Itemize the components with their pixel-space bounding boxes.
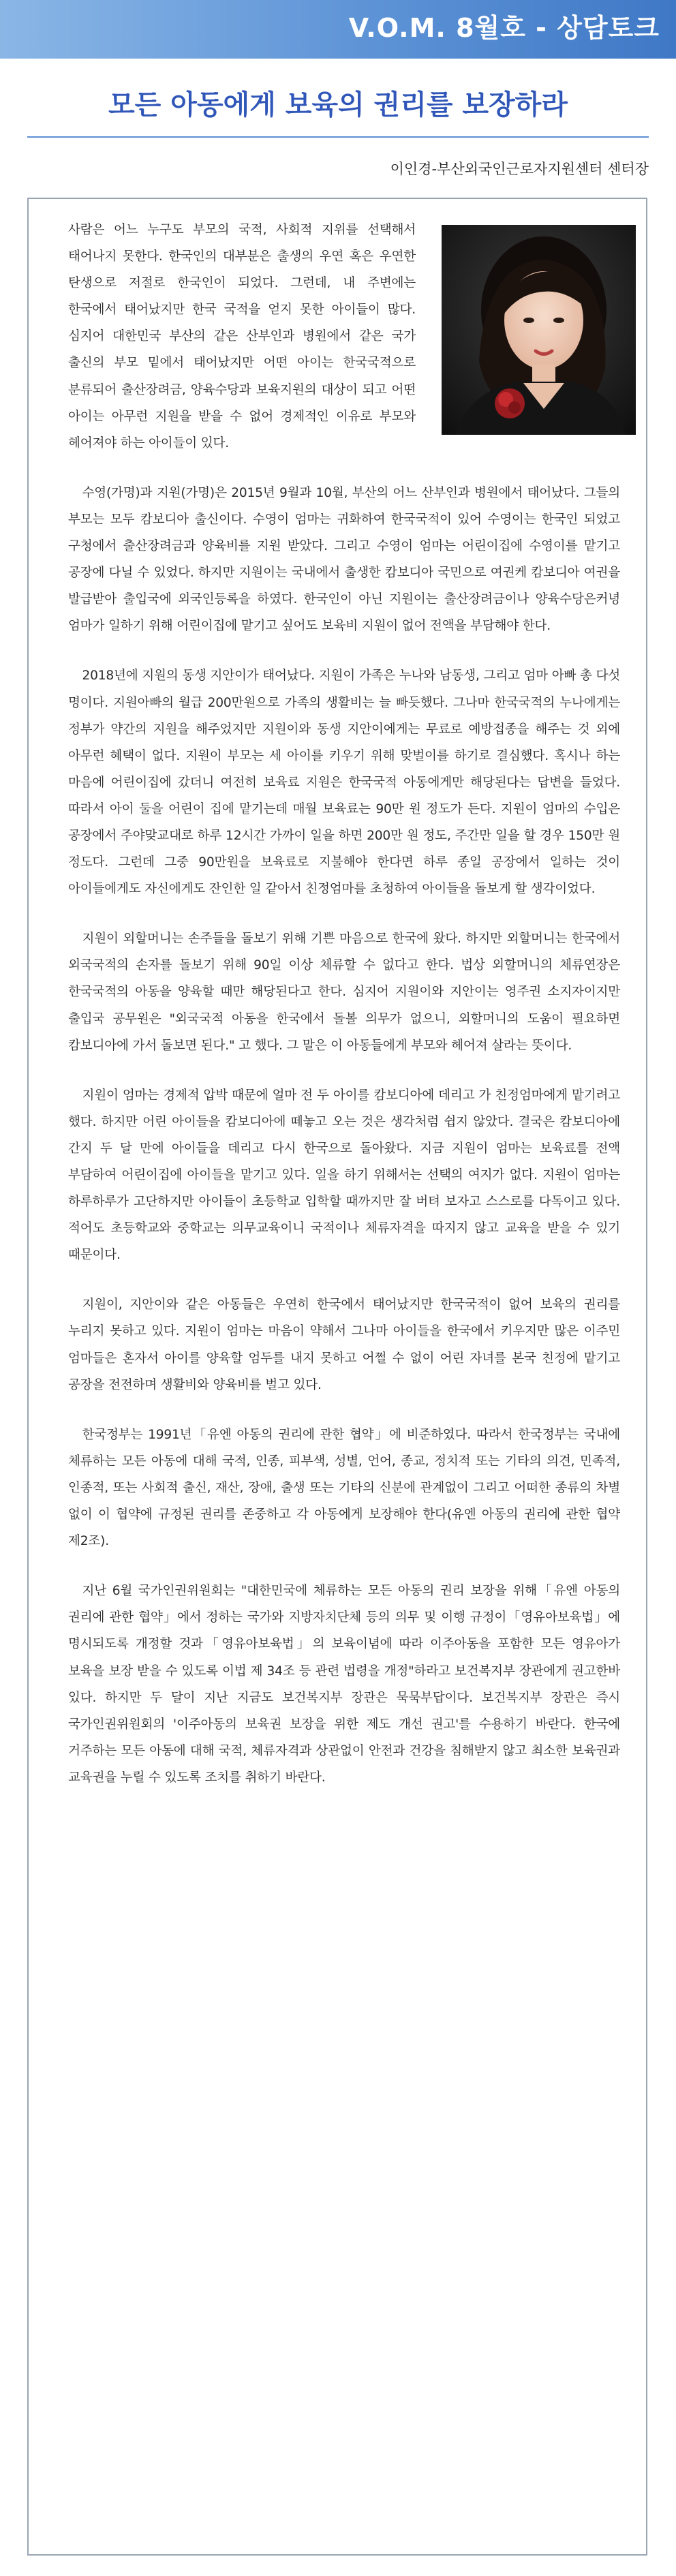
title-divider	[27, 136, 649, 138]
issue-tag: V.O.M. 8월호 - 상담토크	[348, 13, 660, 43]
photo-wrap-space	[416, 217, 620, 432]
article-title: 모든 아동에게 보육의 권리를 보장하라	[108, 89, 568, 121]
article-paragraph: 지원이, 지안이와 같은 아동들은 우연히 한국에서 태어났지만 한국국적이 없어 보육의 권리를 누리지 못하고 있다. 지원이 엄마는 마음이 약해서 그나마 아이들을 한국에서 키우지만 많은 이주민 엄마들은 혼자서 아이를 양육할 엄두를 내지 못하고 어쩔 수 없이 어린 자녀를 본국 친정에 맡기고 공장을 전전하며 생활비와 양육비를 벌고 있다.	[68, 1298, 620, 1392]
paragraph-text: 사람은 어느 누구도 부모의 국적, 사회적 지위를 선택해서 태어나지 못한다. 한국인의 대부분은 출생의 우연 혹은 우연한 탄생으로 저절로 한국인이 되었다. 그런데, 내 주변에는 한국에서 태어났지만 한국 국적을 얻지 못한 아이들이 많다. 심지어 대한민국 부산의 같은 산부인과 병원에서 같은 국가 출신의 부모 밑에서 태어났지만 어떤 아이는 한국국적으로 분류되어 출산장려금, 양육수당과 보육지원의 대상이 되고 어떤 아이는 아무런 지원을 받을 수 없어 경제적인 이유로 부모와 헤어져야 하는 아이들이 있다.	[68, 223, 416, 450]
article-paragraph	[68, 217, 620, 457]
article-paragraph: 수영(가명)과 지원(가명)은 2015년 9월과 10월, 부산의 어느 산부인과 병원에서 태어났다. 그들의 부모는 모두 캄보디아 출신이다. 수영이 엄마는 귀화하여 한국국적이 있어 수영이는 한국인 되었고 구청에서 출산장려금과 양육비를 지원 받았다. 그리고 수영이 엄마는 어린이집에 수영이를 맡기고 공장에 다닐 수 있었다. 하지만 지원이는 국내에서 출생한 캄보디아 국민으로 여권케 캄보디아 여권을 발급받아 출입국에 외국인등록을 하였다. 한국인이 아닌 지원이는 출산장려금이나 양육수당은커녕 엄마가 일하기 위해 어린이집에 맡기고 싶어도 보육비 지원이 없어 전액을 부담해야 한다.	[68, 485, 620, 634]
article-paragraph: 2018년에 지원의 동생 지안이가 태어났다. 지원이 가족은 누나와 남동생, 그리고 엄마 아빠 총 다섯 명이다. 지원아빠의 월급 200만원으로 가족의 생활비는 늘 빠듯했다. 그나마 한국국적의 누나에게는 정부가 약간의 지원을 해주었지만 지원이와 동생 지안이에게는 무료로 예방접종을 해주는 것 외에 아무런 혜택이 없다. 지원이 부모는 세 아이를 키우기 위해 맞벌이를 하기로 결심했다. 혹시나 하는 마음에 어린이집에 갔더니 여전히 보육료 지원은 한국국적 아동에게만 해당된다는 답변을 들었다. 따라서 아이 둘을 어린이 집에 맡기는데 매월 보육료는 90만 원 정도가 든다. 지원이 엄마의 수입은 공장에서 주야맞교대로 하루 12시간 가까이 일을 하면 200만 원 정도, 주간만 일을 할 경우 150만 원 정도다. 그런데 그중 90만원을 보육료로 지불해야 한다면 하루 종일 공장에서 일하는 것이 아이들에게도 자신에게도 잔인한 일 같아서 친정엄마를 초청하여 아이들을 돌보게 할 생각이었다.	[68, 669, 620, 897]
author-byline: 이인경-부산외국인근로자지원센터 센터장	[390, 161, 649, 177]
article-paragraph: 지원이 외할머니는 손주들을 돌보기 위해 기쁜 마음으로 한국에 왔다. 하지만 외할머니는 한국에서 외국국적의 손자를 돌보기 위해 90일 이상 체류할 수 없다고 한다. 법상 외할머니의 체류연장은 한국국적의 아동을 양육할 때만 해당된다고 한다. 심지어 지원이와 지안이는 영주권 소지자이지만 출입국 공무원은 "외국국적 아동을 한국에서 돌볼 의무가 없으니, 외할머니의 도움이 필요하면 캄보디아에 가서 돌보면 된다." 고 했다. 그 말은 이 아동들에게 부모와 헤어져 살라는 뜻이다.	[68, 932, 620, 1053]
article-paragraph: 지난 6월 국가인권위원회는 "대한민국에 체류하는 모든 아동의 권리 보장을 위해「유엔 아동의 권리에 관한 협약」에서 정하는 국가와 지방자치단체 등의 의무 및 이행 규정이「영유아보육법」에 명시되도록 개정할 것과「영유아보육법」의 보육이념에 따라 이주아동을 포함한 모든 영유아가 보육을 보장 받을 수 있도록 이법 제 34조 등 관련 법령을 개정"하라고 보건복지부 장관에게 권고한바 있다. 하지만 두 달이 지난 지금도 보건복지부 장관은 묵묵부답이다. 보건복지부 장관은 즉시 국가인권위원회의 '이주아동의 보육권 보장을 위한 제도 개선 권고'를 수용하기 바란다. 한국에 거주하는 모든 아동에 대해 국적, 체류자격과 상관없이 안전과 건강을 침해받지 않고 최소한 보육권과 교육권을 누릴 수 있도록 조치를 취하기 바란다.	[68, 1584, 620, 1785]
article-paragraph: 지원이 엄마는 경제적 압박 때문에 얼마 전 두 아이를 캄보디아에 데리고 가 친정엄마에게 맡기려고 했다. 하지만 어린 아이들을 캄보디아에 떼놓고 오는 것은 생각처럼 쉽지 않았다. 결국은 캄보디아에 간지 두 달 만에 아이들을 데리고 다시 한국으로 돌아왔다. 지금 지원이 엄마는 보육료를 전액 부담하여 어린이집에 아이들을 맡기고 있다. 일을 하기 위해서는 선택의 여지가 없다. 지원이 엄마는 하루하루가 고단하지만 아이들이 초등학교 입학할 때까지만 잘 버텨 보자고 스스로를 다독이고 있다. 적어도 초등학교와 중학교는 의무교육이니 국적이나 체류자격을 따지지 않고 교육을 받을 수 있기 때문이다.	[68, 1088, 620, 1263]
header-banner	[0, 0, 676, 59]
article-body	[68, 217, 620, 1814]
article-paragraph: 한국정부는 1991년「유엔 아동의 권리에 관한 협약」에 비준하였다. 따라서 한국정부는 국내에 체류하는 모든 아동에 대해 국적, 인종, 피부색, 성별, 언어, 종교, 정치적 또는 기타의 의견, 민족적, 인종적, 또는 사회적 출신, 재산, 장애, 출생 또는 기타의 신분에 관계없이 그리고 어떠한 종류의 차별 없이 이 협약에 규정된 권리를 존중하고 각 아동에게 보장해야 한다(유엔 아동의 권리에 관한 협약 제2조).	[68, 1427, 620, 1549]
